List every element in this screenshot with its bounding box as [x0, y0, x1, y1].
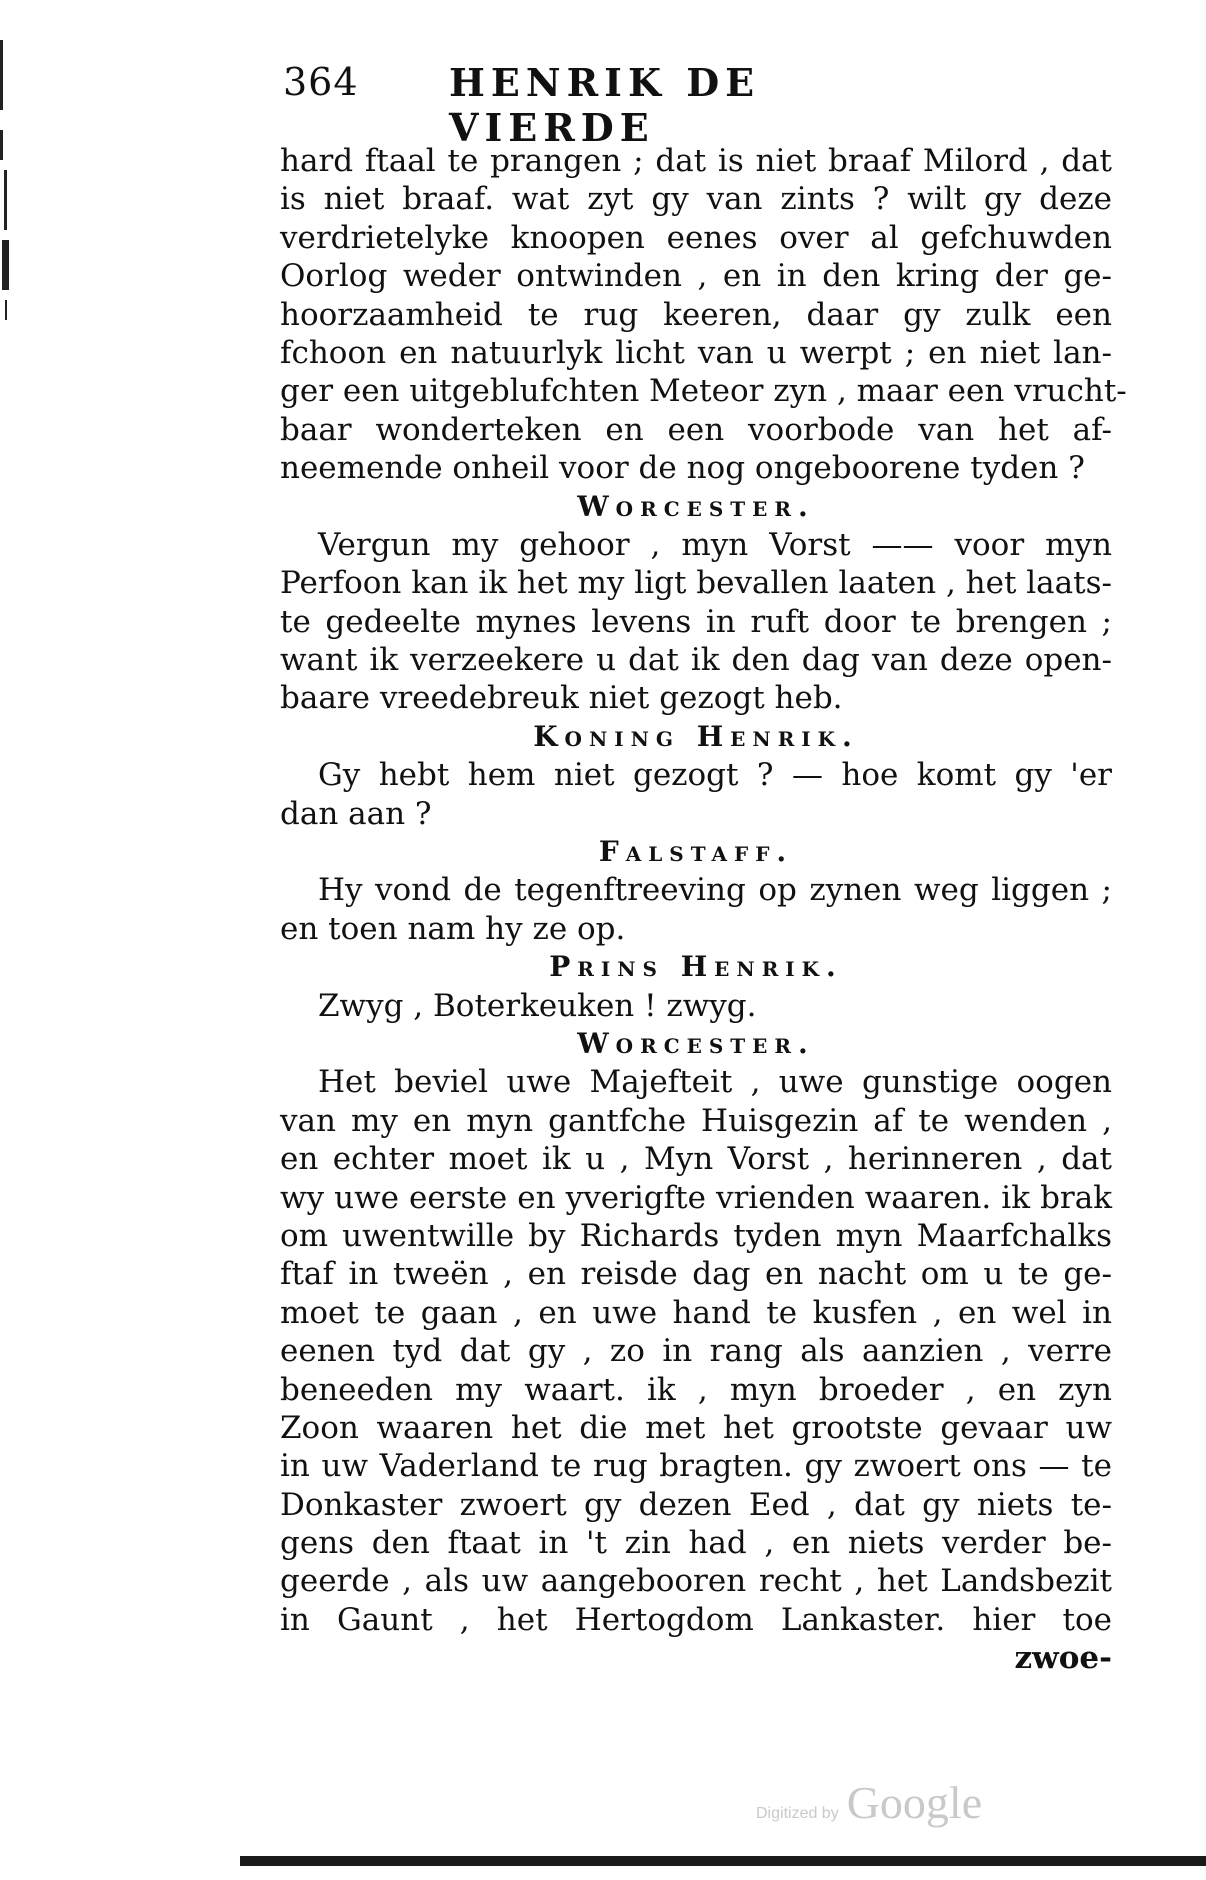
text-line: in uw Vaderland te rug bragten. gy zwoert ons — te — [280, 1448, 1112, 1485]
text-block — [280, 142, 1127, 1678]
text-line: Zoon waaren het die met het grootste gevaar uw — [280, 1409, 1112, 1446]
text-line: en toen nam hy ze op. — [280, 910, 626, 947]
text-line: baare vreedebreuk niet gezogt heb. — [280, 680, 843, 717]
speaker-heading: Worcester. — [577, 1026, 815, 1060]
digitized-watermark — [756, 1776, 982, 1836]
text-line: ftaf in tweën , en reisde dag en nacht om u te ge- — [280, 1256, 1112, 1293]
text-line: Donkaster zwoert gy dezen Eed , dat gy niets te- — [280, 1486, 1112, 1523]
text-line: Perfoon kan ik het my ligt bevallen laaten , het laats- — [280, 565, 1112, 602]
text-line: geerde , als uw aangebooren recht , het Landsbezit — [280, 1563, 1112, 1600]
bottom-scan-edge — [240, 1856, 1206, 1866]
text-line: is niet braaf. wat zyt gy van zints ? wilt gy deze — [280, 181, 1112, 218]
speaker-heading: Worcester. — [577, 489, 815, 523]
speaker-heading: Falstaff. — [598, 835, 794, 869]
catchword: zwoe- — [1014, 1640, 1112, 1677]
text-line: Oorlog weder ontwinden , en in den kring der ge- — [280, 258, 1112, 295]
text-line: ger een uitgeblufchten Meteor zyn , maar een vrucht- — [280, 373, 1127, 410]
speaker-heading: Prins Henrik. — [549, 950, 843, 984]
text-line: wy uwe eerste en yverigfte vrienden waaren. ik brak — [280, 1179, 1112, 1216]
left-margin-mark — [0, 40, 3, 110]
text-line: Gy hebt hem niet gezogt ? — hoe komt gy 'er — [318, 757, 1112, 794]
text-line: verdrietelyke knoopen eenes over al gefchuwden — [280, 219, 1112, 256]
left-margin-mark — [0, 130, 3, 160]
text-line: Hy vond de tegenftreeving op zynen weg liggen ; — [318, 872, 1112, 909]
speaker-heading: Koning Henrik. — [533, 719, 859, 753]
text-line: eenen tyd dat gy , zo in rang als aanzien , verre — [280, 1333, 1112, 1370]
left-margin-mark — [4, 170, 7, 230]
text-line: Zwyg , Boterkeuken ! zwyg. — [318, 987, 757, 1024]
page-header — [283, 60, 953, 150]
page-number: 364 — [283, 60, 359, 104]
left-margin-mark — [5, 300, 7, 320]
text-line: om uwentwille by Richards tyden myn Maarfchalks — [280, 1217, 1112, 1254]
text-line: Het beviel uwe Majefteit , uwe gunstige oogen — [318, 1064, 1112, 1101]
text-line: fchoon en natuurlyk licht van u werpt ; en niet lan- — [280, 334, 1112, 371]
text-line: van my en myn gantfche Huisgezin af te wenden , — [280, 1102, 1112, 1139]
text-line: hard ftaal te prangen ; dat is niet braaf Milord , dat — [280, 143, 1112, 179]
google-logo: Google — [846, 1777, 983, 1828]
text-line: moet te gaan , en uwe hand te kusfen , en wel in — [280, 1294, 1112, 1331]
running-title: HENRIK DE VIERDE — [449, 60, 761, 150]
text-line: beneeden my waart. ik , myn broeder , en zyn — [280, 1371, 1112, 1408]
text-line: dan aan ? — [280, 795, 432, 832]
text-line: hoorzaamheid te rug keeren, daar gy zulk een — [280, 296, 1112, 333]
text-line: gens den ftaat in 't zin had , en niets verder be- — [280, 1525, 1112, 1562]
left-margin-mark — [2, 240, 9, 290]
watermark-prefix: Digitized by — [756, 1805, 839, 1822]
text-line: en echter moet ik u , Myn Vorst , herinneren , dat — [280, 1141, 1112, 1178]
text-line: te gedeelte mynes levens in ruft door te brengen ; — [280, 603, 1112, 640]
text-line: want ik verzeekere u dat ik den dag van deze open- — [280, 642, 1112, 679]
text-line: Vergun my gehoor , myn Vorst —— voor myn — [318, 526, 1112, 563]
text-line: in Gaunt , het Hertogdom Lankaster. hier toe — [280, 1601, 1112, 1638]
text-line: baar wonderteken en een voorbode van het af- — [280, 411, 1112, 448]
text-line: neemende onheil voor de nog ongeboorene tyden ? — [280, 450, 1085, 487]
